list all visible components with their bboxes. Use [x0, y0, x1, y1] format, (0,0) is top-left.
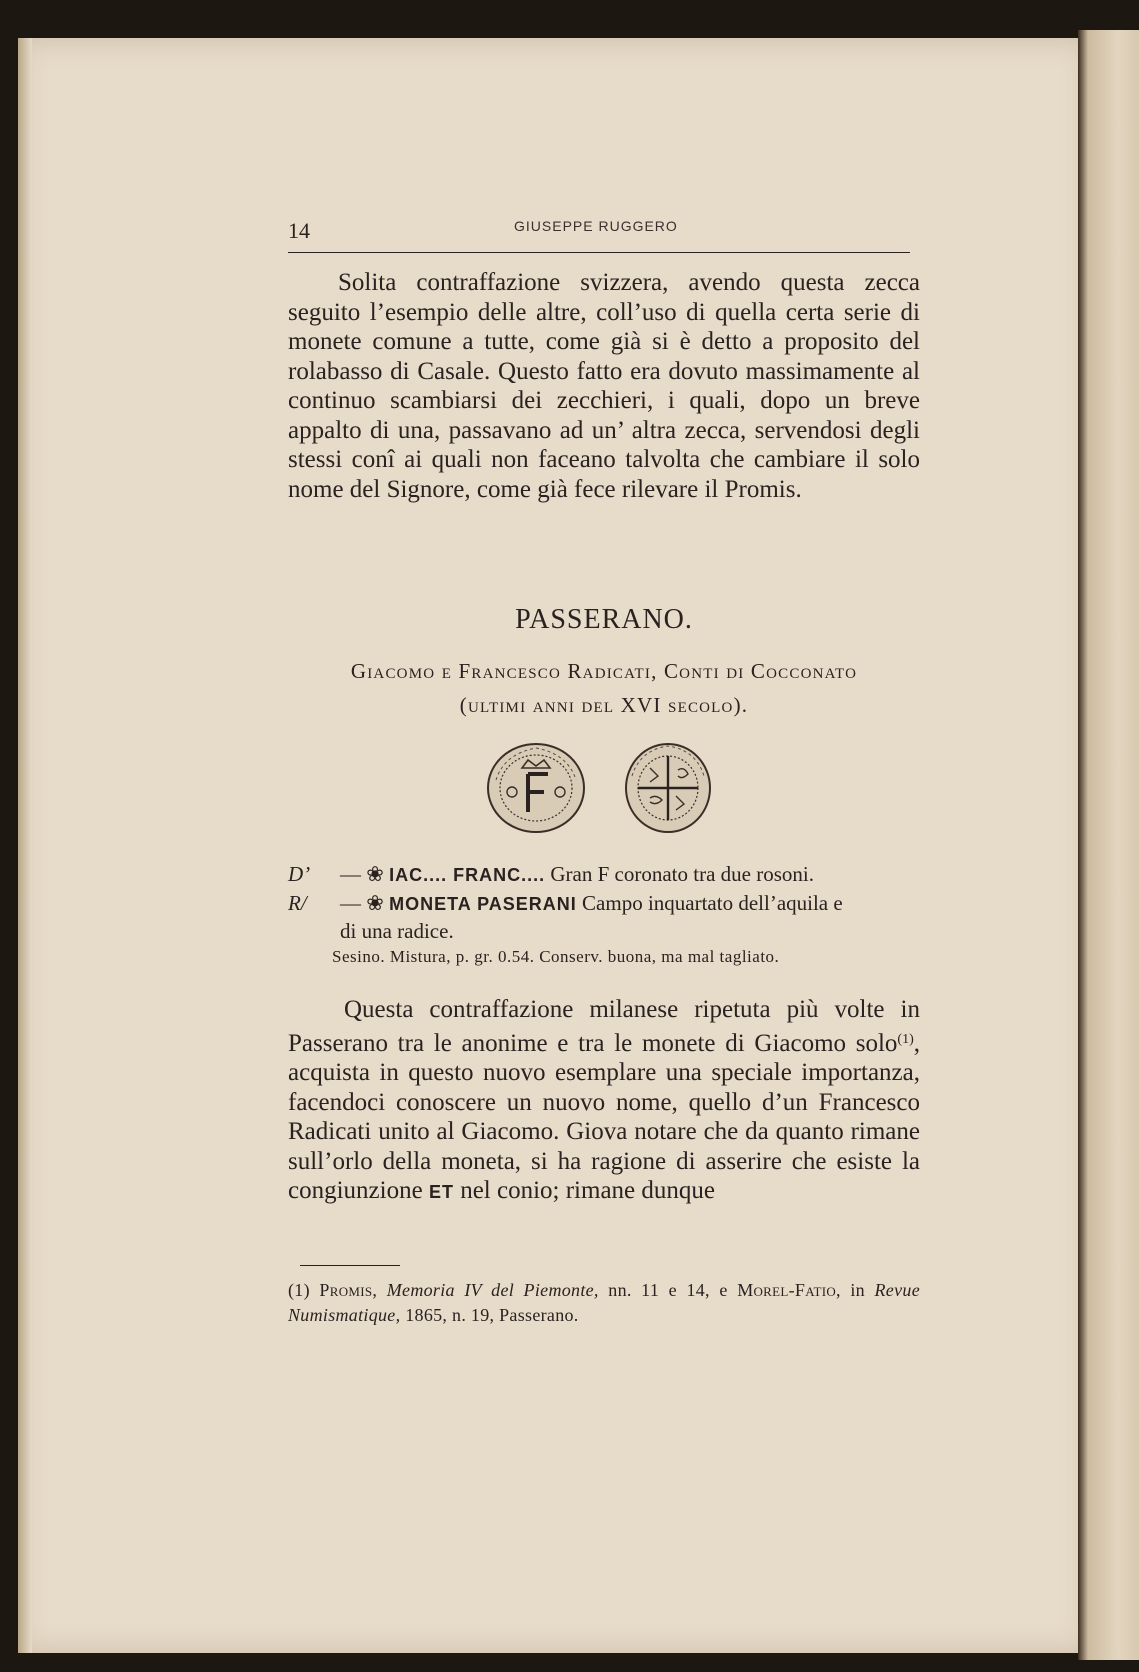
reverse-description-continued: di una radice. — [340, 919, 454, 943]
footnote-prefix-2: in — [850, 1280, 865, 1300]
footnote-ref-1: nn. 11 e 14, e — [608, 1280, 728, 1300]
reverse-description — [288, 889, 928, 918]
paragraph-2 — [288, 995, 920, 1208]
obverse-dash: — — [340, 862, 361, 886]
footnote-rule — [300, 1265, 400, 1266]
page-number: 14 — [288, 218, 310, 243]
coin-obverse-image — [484, 740, 588, 836]
coin-illustrations — [484, 740, 724, 840]
reverse-sigla: R/ — [288, 891, 307, 915]
coin-reverse-image — [622, 740, 714, 836]
footnote-number: (1) — [288, 1280, 310, 1300]
paragraph-1: Solita contraffazione svizzera, avendo questa zecca seguito l’esempio delle altre, coll’uso di quella certa serie di monete comune a tutte, come già si è detto a proposito del rolabasso di Casale. Questo fatto era dovuto massimamente al continuo scambiarsi dei zecchieri, i quali, dopo un breve appalto di una, passavano ad un’ altra zecca, servendosi degli stessi conî ai quali non faceano talvolta che cambiare il solo nome del Signore, come già fece rilevare il Promis. — [288, 269, 920, 503]
et-legend: ET — [428, 1182, 454, 1202]
header-rule — [288, 252, 910, 253]
obverse-description — [288, 860, 928, 889]
rosette-icon: ❀ — [366, 862, 384, 886]
reverse-legend: MONETA PASERANI — [389, 894, 577, 914]
footnote-title-1: Memoria IV del Piemonte, — [386, 1280, 599, 1300]
footnote-reference: (1) — [897, 1031, 914, 1047]
reverse-text: Campo inquartato dell’aquila e — [582, 891, 843, 915]
section-subtitle — [288, 654, 920, 722]
obverse-legend: IAC.... FRANC.... — [389, 865, 546, 885]
catalog-entry: Sesino. Mistura, p. gr. 0.54. Conserv. buona, ma mal tagliato. — [332, 947, 780, 966]
footnote-title-2: Revue Numismatique, — [288, 1280, 920, 1325]
footnote — [288, 1278, 920, 1328]
footnote-author-2: Morel-Fatio, — [737, 1280, 841, 1300]
paragraph-2-part-1: Questa contraffazione milanese ripetuta più volte in Passerano tra le anonime e tra le monete di Giacomo solo — [288, 996, 920, 1057]
paragraph-2-part-3: nel conio; rimane dunque — [460, 1177, 715, 1204]
obverse-text: Gran F coronato tra due rosoni. — [550, 862, 814, 886]
footnote-ref-2: 1865, n. 19, Passerano. — [405, 1305, 579, 1325]
next-page-edge — [1078, 30, 1139, 1660]
rosette-icon: ❀ — [366, 891, 384, 915]
page-header — [288, 212, 920, 252]
subtitle-line-2: (ultimi anni del XVI secolo). — [459, 693, 749, 717]
paragraph-2-part-2: , acquista in questo nuovo esemplare una speciale importanza, facendoci conoscere un nuovo nome, quello d’un Francesco Radicati unito al Giacomo. Giova notare che da quanto rimane sull’orlo della moneta, si ha ragione di asserire che esiste la congiunzione — [288, 1029, 920, 1204]
reverse-dash: — — [340, 891, 361, 915]
footnote-author-1: Promis, — [319, 1280, 378, 1300]
page-spine-shadow — [18, 38, 32, 1653]
obverse-sigla: D’ — [288, 862, 311, 886]
running-title: GIUSEPPE RUGGERO — [514, 218, 678, 234]
subtitle-line-1: Giacomo e Francesco Radicati, Conti di Cocconato — [350, 659, 858, 683]
section-title: PASSERANO. — [515, 604, 693, 635]
